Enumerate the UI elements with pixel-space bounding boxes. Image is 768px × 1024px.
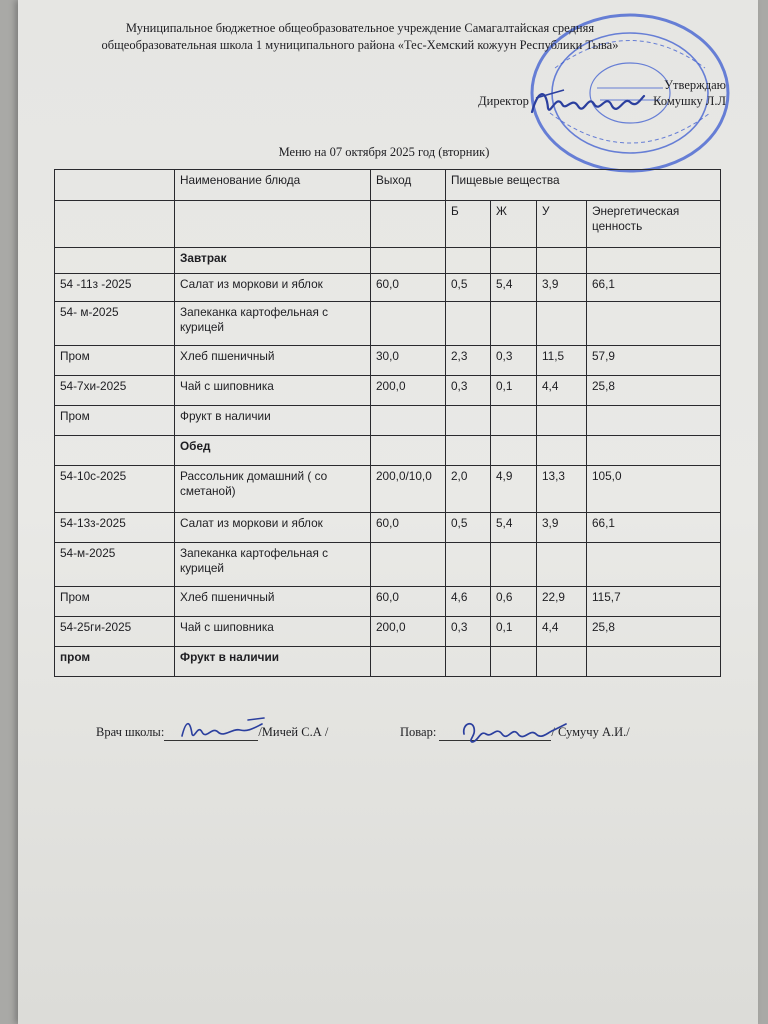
table-row <box>55 617 721 647</box>
cell-u: 4,4 <box>537 376 587 406</box>
cell-b <box>446 543 491 587</box>
cell-code: 54-7хи-2025 <box>55 376 175 406</box>
cell-energy: 25,8 <box>587 617 721 647</box>
cell-code: пром <box>55 647 175 677</box>
cell-zh <box>491 302 537 346</box>
org-name-line-2: общеобразовательная школа 1 муниципального района «Тес-Хемский кожуун Республики Тыва» <box>101 38 619 52</box>
cell-u: 3,9 <box>537 274 587 302</box>
cell-b: 2,0 <box>446 466 491 513</box>
table-row <box>55 466 721 513</box>
cell-zh: 0,1 <box>491 617 537 647</box>
cell-energy: 25,8 <box>587 376 721 406</box>
cell-zh <box>491 647 537 677</box>
cell-zh: 5,4 <box>491 513 537 543</box>
cell-yield: 60,0 <box>371 587 446 617</box>
cell-b <box>446 406 491 436</box>
cell-name: Завтрак <box>175 248 371 274</box>
cell-yield <box>371 406 446 436</box>
cell-energy <box>587 647 721 677</box>
cell-name: Хлеб пшеничный <box>175 587 371 617</box>
cell-name: Запеканка картофельная с курицей <box>175 302 371 346</box>
cell-code: Пром <box>55 587 175 617</box>
cell-yield <box>371 436 446 466</box>
cell-name: Обед <box>175 436 371 466</box>
table-row <box>55 436 721 466</box>
table-row <box>55 647 721 677</box>
page-title: Меню на 07 октября 2025 год (вторник) <box>278 145 490 159</box>
cell-name: Фрукт в наличии <box>175 647 371 677</box>
doctor-name: /Мичей С.А / <box>258 725 329 739</box>
cell-yield <box>371 647 446 677</box>
cell-b: 4,6 <box>446 587 491 617</box>
cell-energy <box>587 248 721 274</box>
cell-yield: 200,0 <box>371 376 446 406</box>
director-label: Директор <box>478 94 529 108</box>
cell-energy <box>587 543 721 587</box>
table-row <box>55 543 721 587</box>
cook-name: / Сумучу А.И./ <box>551 725 630 739</box>
cell-u <box>537 543 587 587</box>
cell-energy <box>587 302 721 346</box>
cell-yield: 60,0 <box>371 274 446 302</box>
cell-energy <box>587 406 721 436</box>
cell-b <box>446 248 491 274</box>
cell-b <box>446 436 491 466</box>
cell-u <box>537 647 587 677</box>
cell-yield: 200,0 <box>371 617 446 647</box>
table-row <box>55 274 721 302</box>
header-yield: Выход <box>371 170 446 201</box>
cell-zh: 0,1 <box>491 376 537 406</box>
doctor-label: Врач школы: <box>96 725 165 739</box>
menu-table <box>54 169 721 677</box>
cell-u: 4,4 <box>537 617 587 647</box>
cell-energy <box>587 436 721 466</box>
header-b: Б <box>446 201 491 248</box>
cell-name: Рассольник домашний ( со сметаной) <box>175 466 371 513</box>
cook-signature-icon <box>458 716 568 746</box>
cell-energy: 115,7 <box>587 587 721 617</box>
cell-u <box>537 248 587 274</box>
cell-energy: 66,1 <box>587 513 721 543</box>
cell-zh <box>491 436 537 466</box>
cell-name: Хлеб пшеничный <box>175 346 371 376</box>
header-nutrients: Пищевые вещества <box>446 170 721 201</box>
cell-zh <box>491 248 537 274</box>
cell-zh <box>491 543 537 587</box>
cook-label: Повар: <box>400 725 437 739</box>
table-row <box>55 406 721 436</box>
org-name-line-1: Муниципальное бюджетное общеобразовательное учреждение Самагалтайская средняя <box>125 21 595 35</box>
table-row <box>55 302 721 346</box>
cell-code: 54-13з-2025 <box>55 513 175 543</box>
cell-zh: 4,9 <box>491 466 537 513</box>
cell-yield: 200,0/10,0 <box>371 466 446 513</box>
cell-code <box>55 436 175 466</box>
cell-code: 54-10с-2025 <box>55 466 175 513</box>
director-signature-icon <box>528 82 646 124</box>
table-header-row <box>55 170 721 201</box>
cell-u <box>537 302 587 346</box>
cell-b: 0,3 <box>446 376 491 406</box>
header-name: Наименование блюда <box>175 170 371 201</box>
cell-b <box>446 647 491 677</box>
cell-b: 0,3 <box>446 617 491 647</box>
cell-yield <box>371 248 446 274</box>
director-name: Комушку Л.Л <box>653 94 726 108</box>
table-row <box>55 346 721 376</box>
table-row <box>55 587 721 617</box>
cell-u <box>537 406 587 436</box>
table-subheader-row <box>55 201 721 248</box>
cell-name: Чай с шиповника <box>175 376 371 406</box>
cell-zh: 0,6 <box>491 587 537 617</box>
cell-name: Чай с шиповника <box>175 617 371 647</box>
cell-code: 54- м-2025 <box>55 302 175 346</box>
header-zh: Ж <box>491 201 537 248</box>
doctor-signature-icon <box>178 716 270 744</box>
approve-label: Утверждаю <box>664 78 726 92</box>
cell-code: 54 -11з -2025 <box>55 274 175 302</box>
cell-name: Фрукт в наличии <box>175 406 371 436</box>
header-energy: Энергетическая ценность <box>587 201 721 248</box>
cell-code: 54-25ги-2025 <box>55 617 175 647</box>
cell-zh: 0,3 <box>491 346 537 376</box>
cell-u: 13,3 <box>537 466 587 513</box>
cell-yield: 60,0 <box>371 513 446 543</box>
header-u: У <box>537 201 587 248</box>
cell-name: Салат из моркови и яблок <box>175 274 371 302</box>
cell-name: Салат из моркови и яблок <box>175 513 371 543</box>
cell-energy: 57,9 <box>587 346 721 376</box>
cell-b: 2,3 <box>446 346 491 376</box>
cell-code: 54-м-2025 <box>55 543 175 587</box>
cell-u: 22,9 <box>537 587 587 617</box>
cell-yield <box>371 543 446 587</box>
cell-code <box>55 248 175 274</box>
table-row <box>55 513 721 543</box>
table-row <box>55 248 721 274</box>
cell-u <box>537 436 587 466</box>
cell-energy: 66,1 <box>587 274 721 302</box>
cell-zh: 5,4 <box>491 274 537 302</box>
cell-code: Пром <box>55 346 175 376</box>
cell-b: 0,5 <box>446 274 491 302</box>
cell-b: 0,5 <box>446 513 491 543</box>
cell-name: Запеканка картофельная с курицей <box>175 543 371 587</box>
cell-energy: 105,0 <box>587 466 721 513</box>
cell-u: 11,5 <box>537 346 587 376</box>
cell-code: Пром <box>55 406 175 436</box>
cell-u: 3,9 <box>537 513 587 543</box>
table-row <box>55 376 721 406</box>
cell-b <box>446 302 491 346</box>
cell-yield: 30,0 <box>371 346 446 376</box>
cell-yield <box>371 302 446 346</box>
cell-zh <box>491 406 537 436</box>
